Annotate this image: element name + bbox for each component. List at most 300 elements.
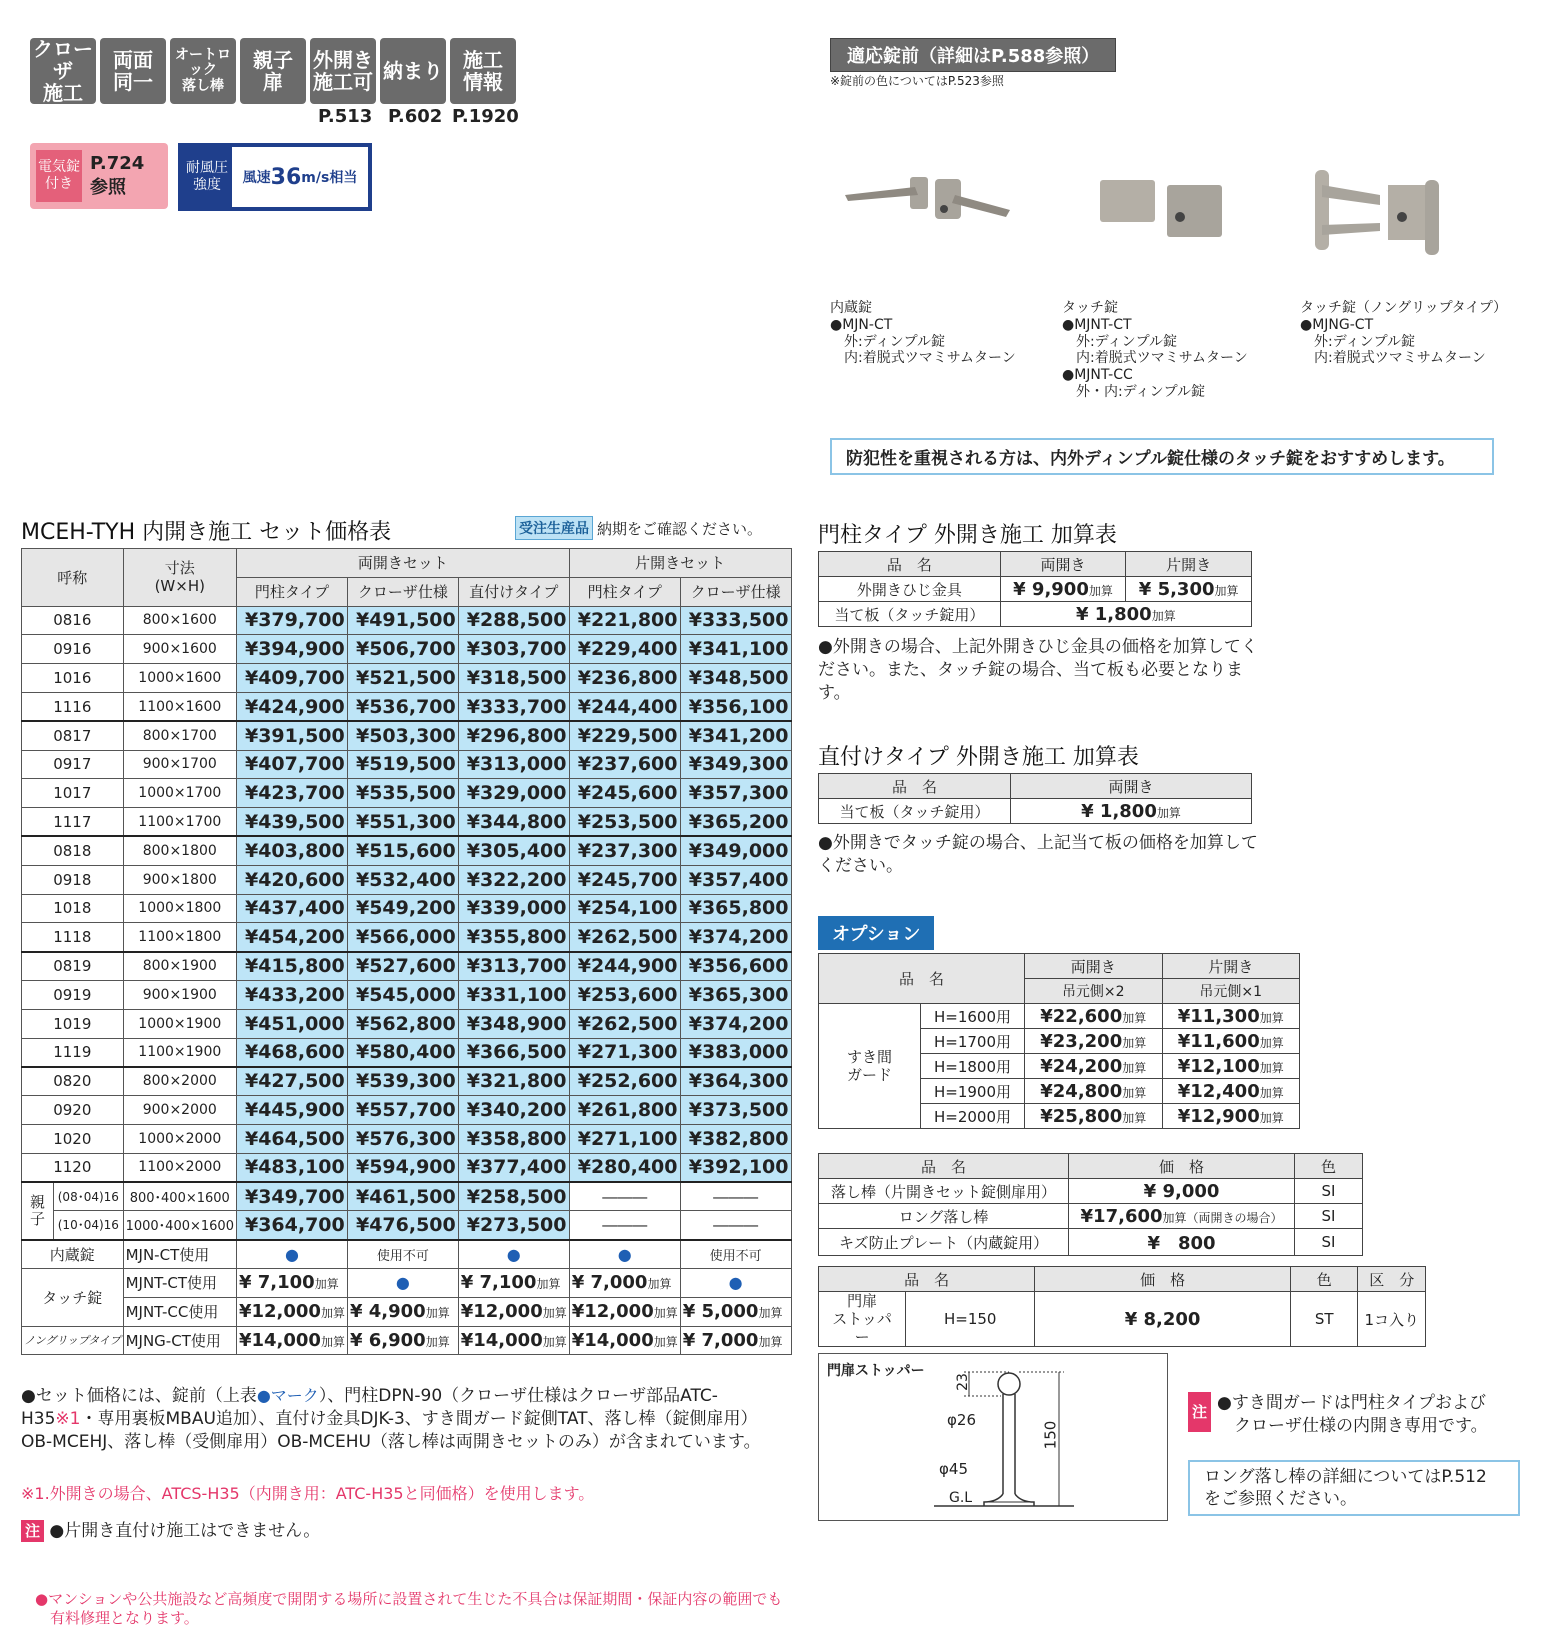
price-cell: ¥318,500 xyxy=(458,664,569,693)
price-cell: ¥464,500 xyxy=(236,1124,347,1153)
price-value: ¥14,000 xyxy=(460,1329,543,1351)
price-cell: ¥374,200 xyxy=(680,1009,791,1038)
item-color: SI xyxy=(1295,1229,1363,1256)
add-suffix: 加算 xyxy=(1122,1010,1147,1025)
price-value: ¥ 7,000 xyxy=(571,1272,648,1294)
row-size: 900×2000 xyxy=(123,1096,236,1125)
table-row xyxy=(22,1240,792,1269)
th: 吊元側×2 xyxy=(1025,979,1162,1004)
price-cell: ¥374,200 xyxy=(680,923,791,952)
price-cell: ¥424,900 xyxy=(236,692,347,721)
price-cell: ¥339,000 xyxy=(458,894,569,923)
price-cell: ¥271,300 xyxy=(569,1038,680,1067)
row-name: 0819 xyxy=(22,952,124,981)
gap-size: H=1700用 xyxy=(921,1029,1025,1054)
lock-cell xyxy=(236,1297,347,1326)
price-cell: ¥357,400 xyxy=(680,865,791,894)
price-cell: ¥329,000 xyxy=(458,779,569,808)
price-cell: ¥407,700 xyxy=(236,750,347,779)
table-row xyxy=(22,1153,792,1182)
price-value: ¥22,600 xyxy=(1040,1005,1123,1027)
main-table-title: MCEH-TYH 内開き施工 セット価格表 xyxy=(21,520,392,545)
price-cell xyxy=(1162,1104,1300,1129)
row-size: 900×1600 xyxy=(123,635,236,664)
price-value: ¥12,400 xyxy=(1177,1080,1260,1102)
price-cell: ¥356,100 xyxy=(680,692,791,721)
th: 品 名 xyxy=(819,552,1001,577)
naizo-label: 内蔵錠 xyxy=(22,1240,124,1269)
dot-mark: ● xyxy=(617,1244,632,1264)
price-cell: ¥244,400 xyxy=(569,692,680,721)
price-cell: ¥358,800 xyxy=(458,1124,569,1153)
price-cell: ¥273,500 xyxy=(458,1211,569,1240)
th: 片開き xyxy=(1162,954,1300,979)
page-ref[interactable]: P.602 xyxy=(388,106,443,127)
price-cell: ¥355,800 xyxy=(458,923,569,952)
th: 色 xyxy=(1290,1267,1358,1292)
wind-value: 風速 36 m/s相当 xyxy=(232,147,368,207)
row-size: 1100×1900 xyxy=(123,1038,236,1067)
item-color: SI xyxy=(1295,1204,1363,1229)
add-suffix: 加算 xyxy=(542,1306,567,1321)
price-cell: ¥313,700 xyxy=(458,952,569,981)
badge-autolock: オートロック 落し棒 xyxy=(170,38,236,104)
price-cell: ¥229,400 xyxy=(569,635,680,664)
row-name: 1018 xyxy=(22,894,124,923)
table-row xyxy=(22,1182,792,1211)
price-cell: ¥468,600 xyxy=(236,1038,347,1067)
price-cell xyxy=(1162,1029,1300,1054)
touch-label: タッチ錠 xyxy=(22,1268,124,1326)
gap-size: H=1900用 xyxy=(921,1079,1025,1104)
header-col: クローザ仕様 xyxy=(347,577,458,606)
note-no-direct: 注 ●片開き直付け施工はできません。 xyxy=(21,1520,320,1543)
add-suffix: 加算 xyxy=(320,1306,345,1321)
price-cell: ¥245,600 xyxy=(569,779,680,808)
price-cell: ¥365,800 xyxy=(680,894,791,923)
price-value: ¥ 7,000 xyxy=(682,1329,759,1351)
price-cell xyxy=(1025,1104,1162,1129)
price-cell: ¥303,700 xyxy=(458,635,569,664)
lock-model: MJN-CT使用 xyxy=(123,1240,236,1269)
price-value: ¥11,600 xyxy=(1177,1030,1260,1052)
price-cell: ¥364,300 xyxy=(680,1067,791,1096)
nongrip-lock-image xyxy=(1310,165,1445,260)
price-value: ¥ 800 xyxy=(1147,1233,1216,1254)
dot-mark: ● xyxy=(728,1273,743,1293)
price-cell: ¥427,500 xyxy=(236,1067,347,1096)
lock-model: MJNG-CT使用 xyxy=(123,1326,236,1355)
price-cell: ¥461,500 xyxy=(347,1182,458,1211)
row-name: (08･04)16 xyxy=(54,1182,124,1211)
price-cell: ¥423,700 xyxy=(236,779,347,808)
table-row xyxy=(22,664,792,693)
row-name: 0818 xyxy=(22,836,124,865)
lock-cell xyxy=(236,1268,347,1297)
price-value: ¥12,100 xyxy=(1177,1055,1260,1077)
add-suffix: 加算 xyxy=(536,1277,561,1292)
row-size: 900×1900 xyxy=(123,980,236,1009)
th: 品 名 xyxy=(819,774,1011,799)
price-cell: ¥237,600 xyxy=(569,750,680,779)
th: 両開き xyxy=(1011,774,1252,799)
electric-lock-label: 電気錠 付き xyxy=(36,150,82,202)
header-size: 寸法 (W×H) xyxy=(123,549,236,607)
cell: ¥ 8,200 xyxy=(1035,1292,1291,1347)
table-row xyxy=(819,1229,1363,1256)
lever-lock-image xyxy=(840,165,1015,235)
choku-note: ●外開きでタッチ錠の場合、上記当て板の価格を加算してください。 xyxy=(818,833,1258,876)
price-cell: ¥331,100 xyxy=(458,980,569,1009)
price-cell: ¥420,600 xyxy=(236,865,347,894)
row-size: 900×1800 xyxy=(123,865,236,894)
price-cell: ¥262,500 xyxy=(569,1009,680,1038)
th: 価 格 xyxy=(1035,1267,1291,1292)
lock-cell xyxy=(236,1326,347,1355)
header-col: クローザ仕様 xyxy=(680,577,791,606)
juchu-badge: 受注生産品 xyxy=(515,516,593,540)
lock-model: MJNT-CC使用 xyxy=(123,1297,236,1326)
price-cell: ¥373,500 xyxy=(680,1096,791,1125)
cell: ST xyxy=(1290,1292,1358,1347)
price-cell xyxy=(1025,1079,1162,1104)
price-cell: ¥503,300 xyxy=(347,721,458,750)
cell: ¥ 9,900加算 xyxy=(1000,577,1126,602)
price-cell: ¥253,500 xyxy=(569,808,680,837)
add-suffix: 加算 xyxy=(1259,1010,1284,1025)
badge-sekou: 施工 情報 xyxy=(450,38,516,104)
price-cell: ¥562,800 xyxy=(347,1009,458,1038)
price-cell: ¥261,800 xyxy=(569,1096,680,1125)
price-cell: ¥340,200 xyxy=(458,1096,569,1125)
row-name: 1120 xyxy=(22,1153,124,1182)
price-cell: ¥535,500 xyxy=(347,779,458,808)
option-price-table xyxy=(818,1153,1363,1256)
price-value: ¥11,300 xyxy=(1177,1005,1260,1027)
lock-cell xyxy=(458,1326,569,1355)
price-cell xyxy=(1025,1054,1162,1079)
lock-cell xyxy=(680,1268,791,1297)
electric-lock-badge xyxy=(30,143,168,209)
th: 片開き xyxy=(1126,552,1252,577)
row-size: 800×1700 xyxy=(123,721,236,750)
table-row xyxy=(22,1297,792,1326)
main-price-table xyxy=(21,548,792,1355)
price-cell: ¥321,800 xyxy=(458,1067,569,1096)
dash-cell: ――― xyxy=(680,1182,791,1211)
price-cell xyxy=(1069,1204,1295,1229)
price-cell xyxy=(1162,1079,1300,1104)
cell: 当て板（タッチ錠用） xyxy=(819,602,1001,627)
footer-warranty-note: ●マンションや公共施設など高頻度で開閉する場所に設置されて生じた不具合は保証期間・保証内容の範囲でも 有料修理となります。 xyxy=(35,1590,783,1627)
table-row xyxy=(819,1204,1363,1229)
note-mark: 注 xyxy=(21,1520,44,1542)
add-suffix: 加算 xyxy=(425,1306,450,1321)
add-suffix: 加算 xyxy=(1259,1060,1284,1075)
row-name: 0816 xyxy=(22,606,124,635)
row-size: 1100×1700 xyxy=(123,808,236,837)
price-cell: ¥364,700 xyxy=(236,1211,347,1240)
add-suffix: 加算 xyxy=(1122,1110,1147,1125)
dim-150: 150 xyxy=(1041,1420,1060,1450)
touch-lock-image xyxy=(1095,175,1230,245)
row-name: 0917 xyxy=(22,750,124,779)
cell: 1コ入り xyxy=(1358,1292,1426,1347)
price-cell: ¥271,100 xyxy=(569,1124,680,1153)
electric-lock-ref[interactable]: P.724 参照 xyxy=(90,152,145,198)
price-value: ¥17,600 xyxy=(1080,1205,1163,1227)
price-cell: ¥445,900 xyxy=(236,1096,347,1125)
feature-badges xyxy=(30,38,516,104)
th: 色 xyxy=(1295,1154,1363,1179)
price-cell: ¥258,500 xyxy=(458,1182,569,1211)
price-cell: ¥409,700 xyxy=(236,664,347,693)
choku-title: 直付けタイプ 外開き施工 加算表 xyxy=(818,745,1139,770)
cell: ¥ 5,300加算 xyxy=(1126,577,1252,602)
lock-item-touch: タッチ錠 ●MJNT-CT 外:ディンプル錠 内:着脱式ツマミサムターン ●MJNT-CC 外・内:ディンプル錠 xyxy=(1062,300,1248,400)
price-cell: ¥536,700 xyxy=(347,692,458,721)
juchu-note xyxy=(515,516,762,540)
add-suffix: 加算 xyxy=(1259,1110,1284,1125)
price-cell: ¥527,600 xyxy=(347,952,458,981)
add-suffix: 加算 xyxy=(758,1306,783,1321)
table-row xyxy=(22,1009,792,1038)
badge-oyako: 親子 扉 xyxy=(240,38,306,104)
stopper-diagram xyxy=(818,1353,1168,1521)
stopper-title: 門扉ストッパー xyxy=(827,1363,925,1379)
price-cell: ¥236,800 xyxy=(569,664,680,693)
price-value: ¥14,000 xyxy=(238,1329,321,1351)
row-name: 0920 xyxy=(22,1096,124,1125)
th: 品 名 xyxy=(819,954,1025,1004)
table-row xyxy=(22,1124,792,1153)
table-row xyxy=(22,980,792,1009)
price-cell: ¥539,300 xyxy=(347,1067,458,1096)
ground-level: G.L xyxy=(949,1490,973,1506)
lock-cell xyxy=(569,1240,680,1269)
table-row xyxy=(22,635,792,664)
lock-cell xyxy=(458,1268,569,1297)
lock-cell xyxy=(347,1297,458,1326)
gap-size: H=2000用 xyxy=(921,1104,1025,1129)
lock-cell xyxy=(680,1297,791,1326)
row-name: 1118 xyxy=(22,923,124,952)
row-name: 0916 xyxy=(22,635,124,664)
row-name: 1017 xyxy=(22,779,124,808)
mon-note: ●外開きの場合、上記外開きひじ金具の価格を加算してください。また、タッチ錠の場合、当て板も必要となります。 xyxy=(818,637,1258,703)
row-size: 1100×1600 xyxy=(123,692,236,721)
add-suffix: 加算 xyxy=(320,1334,345,1349)
row-size: 800×1800 xyxy=(123,836,236,865)
cell: 外開きひじ金具 xyxy=(819,577,1001,602)
price-cell xyxy=(1162,1054,1300,1079)
price-cell: ¥391,500 xyxy=(236,721,347,750)
row-size: 1100×1800 xyxy=(123,923,236,952)
price-cell: ¥237,300 xyxy=(569,836,680,865)
price-cell: ¥415,800 xyxy=(236,952,347,981)
lock-cell xyxy=(680,1240,791,1269)
price-cell: ¥253,600 xyxy=(569,980,680,1009)
item-name: キズ防止プレート（内蔵錠用） xyxy=(819,1229,1069,1256)
dash-cell: ――― xyxy=(680,1211,791,1240)
price-cell: ¥221,800 xyxy=(569,606,680,635)
table-row xyxy=(22,750,792,779)
add-suffix: 加算 xyxy=(758,1334,783,1349)
price-value: ¥14,000 xyxy=(571,1329,654,1351)
table-row xyxy=(22,1067,792,1096)
badge-osamari: 納まり xyxy=(380,38,446,104)
dim-26: φ26 xyxy=(947,1411,976,1429)
long-bolt-note: ロング落し棒の詳細についてはP.512 をご参照ください。 xyxy=(1188,1460,1520,1516)
row-size: 800×2000 xyxy=(123,1067,236,1096)
add-suffix: 加算 xyxy=(653,1334,678,1349)
set-price-note: ●セット価格には、錠前（上表●マーク）、門柱DPN-90（クローザ仕様はクローザ部品ATC-H35※1・専用裏板MBAU追加）、直付け金具DJK-3、すき間ガード錠側TAT、落し棒（錠側扉用）OB-MCEHJ、落し棒（受側扉用）OB-MCEHU（落し棒は両開きセットのみ）が含まれています。 xyxy=(21,1386,761,1452)
gap-guard-label: すき間 ガード xyxy=(819,1004,921,1129)
price-cell: ¥454,200 xyxy=(236,923,347,952)
price-cell: ¥254,100 xyxy=(569,894,680,923)
oyako-label: 親 子 xyxy=(22,1182,54,1240)
note-text: 使用不可 xyxy=(376,1248,429,1264)
th: 価 格 xyxy=(1069,1154,1295,1179)
lock-cell xyxy=(569,1326,680,1355)
row-size: 1000×2000 xyxy=(123,1124,236,1153)
lock-model: MJNT-CT使用 xyxy=(123,1268,236,1297)
note-outward: ※1.外開きの場合、ATCS-H35（内開き用：ATC-H35と同価格）を使用します。 xyxy=(21,1484,595,1503)
juchu-text: 納期をご確認ください。 xyxy=(597,519,763,538)
mon-title: 門柱タイプ 外開き施工 加算表 xyxy=(818,523,1117,548)
price-value: ¥12,000 xyxy=(238,1301,321,1323)
price-cell: ¥433,200 xyxy=(236,980,347,1009)
price-cell: ¥521,500 xyxy=(347,664,458,693)
lock-cell xyxy=(569,1297,680,1326)
table-row xyxy=(22,865,792,894)
th: 品 名 xyxy=(819,1267,1035,1292)
price-cell: ¥383,000 xyxy=(680,1038,791,1067)
lock-cell xyxy=(680,1326,791,1355)
table-row xyxy=(22,692,792,721)
price-cell: ¥341,100 xyxy=(680,635,791,664)
dim-45: φ45 xyxy=(939,1460,968,1478)
row-name: 1117 xyxy=(22,808,124,837)
add-suffix: 加算 xyxy=(425,1334,450,1349)
price-cell: ¥451,000 xyxy=(236,1009,347,1038)
table-row xyxy=(22,923,792,952)
row-size: 1000×1800 xyxy=(123,894,236,923)
table-row xyxy=(22,836,792,865)
table-row xyxy=(22,894,792,923)
price-value: ¥23,200 xyxy=(1040,1030,1123,1052)
price-cell xyxy=(1162,1004,1300,1029)
price-cell: ¥366,500 xyxy=(458,1038,569,1067)
price-cell: ¥349,700 xyxy=(236,1182,347,1211)
price-cell: ¥532,400 xyxy=(347,865,458,894)
price-cell: ¥357,300 xyxy=(680,779,791,808)
price-cell xyxy=(1069,1229,1295,1256)
row-size: 1000×1600 xyxy=(123,664,236,693)
option-label: オプション xyxy=(818,916,934,950)
price-cell: ¥348,500 xyxy=(680,664,791,693)
row-name: (10･04)16 xyxy=(54,1211,124,1240)
price-cell: ¥365,300 xyxy=(680,980,791,1009)
price-cell: ¥377,400 xyxy=(458,1153,569,1182)
price-cell: ¥229,500 xyxy=(569,721,680,750)
price-cell: ¥476,500 xyxy=(347,1211,458,1240)
price-cell: ¥341,200 xyxy=(680,721,791,750)
price-cell: ¥349,000 xyxy=(680,836,791,865)
item-name: 落し棒（片開きセット錠側扉用） xyxy=(819,1179,1069,1204)
price-cell: ¥348,900 xyxy=(458,1009,569,1038)
badge-outward: 外開き 施工可 xyxy=(310,38,376,104)
gap-size: H=1600用 xyxy=(921,1004,1025,1029)
row-name: 1016 xyxy=(22,664,124,693)
row-name: 1116 xyxy=(22,692,124,721)
price-value: ¥24,800 xyxy=(1040,1080,1123,1102)
row-size: 1000×1900 xyxy=(123,1009,236,1038)
dot-mark: ● xyxy=(506,1244,521,1264)
price-cell: ¥515,600 xyxy=(347,836,458,865)
row-name: 1020 xyxy=(22,1124,124,1153)
th: 品 名 xyxy=(819,1154,1069,1179)
choku-add-table xyxy=(818,773,1252,824)
price-cell: ¥394,900 xyxy=(236,635,347,664)
price-cell: ¥491,500 xyxy=(347,606,458,635)
price-cell: ¥305,400 xyxy=(458,836,569,865)
lock-cell xyxy=(236,1240,347,1269)
price-cell: ¥244,900 xyxy=(569,952,680,981)
price-cell: ¥333,700 xyxy=(458,692,569,721)
wind-resistance-badge xyxy=(178,143,372,211)
price-cell: ¥566,000 xyxy=(347,923,458,952)
add-suffix: 加算 xyxy=(653,1306,678,1321)
price-cell: ¥580,400 xyxy=(347,1038,458,1067)
table-row xyxy=(22,952,792,981)
price-cell: ¥483,100 xyxy=(236,1153,347,1182)
page-ref[interactable]: P.1920 xyxy=(452,106,519,127)
price-cell: ¥594,900 xyxy=(347,1153,458,1182)
lock-cell xyxy=(458,1297,569,1326)
lock-cell xyxy=(458,1240,569,1269)
table-row xyxy=(22,1268,792,1297)
price-cell: ¥576,300 xyxy=(347,1124,458,1153)
table-row xyxy=(819,1179,1363,1204)
gap-guard-note: 注 ●すき間ガードは門柱タイプおよび クローザ仕様の内開き専用です。 xyxy=(1188,1392,1488,1438)
th: 吊元側×1 xyxy=(1162,979,1300,1004)
price-cell: ¥365,200 xyxy=(680,808,791,837)
price-cell xyxy=(1069,1179,1295,1204)
price-value: ¥ 7,100 xyxy=(238,1272,315,1294)
page-ref[interactable]: P.513 xyxy=(318,106,373,127)
table-row xyxy=(22,808,792,837)
lock-item-nongrip: タッチ錠（ノングリップタイプ） ●MJNG-CT 外:ディンプル錠 内:着脱式ツマミサムターン xyxy=(1300,300,1508,367)
add-suffix: 加算 xyxy=(1122,1035,1147,1050)
price-value: ¥ 9,000 xyxy=(1143,1180,1220,1202)
stopper-price-table xyxy=(818,1266,1426,1347)
price-value: ¥12,000 xyxy=(460,1301,543,1323)
add-suffix: 加算 xyxy=(314,1277,339,1292)
row-size: 800×1600 xyxy=(123,606,236,635)
row-size: 900×1700 xyxy=(123,750,236,779)
price-cell: ¥392,100 xyxy=(680,1153,791,1182)
price-cell: ¥322,200 xyxy=(458,865,569,894)
price-cell: ¥288,500 xyxy=(458,606,569,635)
price-cell: ¥439,500 xyxy=(236,808,347,837)
badge-both-sides: 両面 同一 xyxy=(100,38,166,104)
cell: 当て板（タッチ錠用） xyxy=(819,799,1011,824)
lock-cell xyxy=(347,1240,458,1269)
price-cell: ¥437,400 xyxy=(236,894,347,923)
table-row xyxy=(22,1326,792,1355)
wind-label: 耐風圧 強度 xyxy=(186,160,228,193)
